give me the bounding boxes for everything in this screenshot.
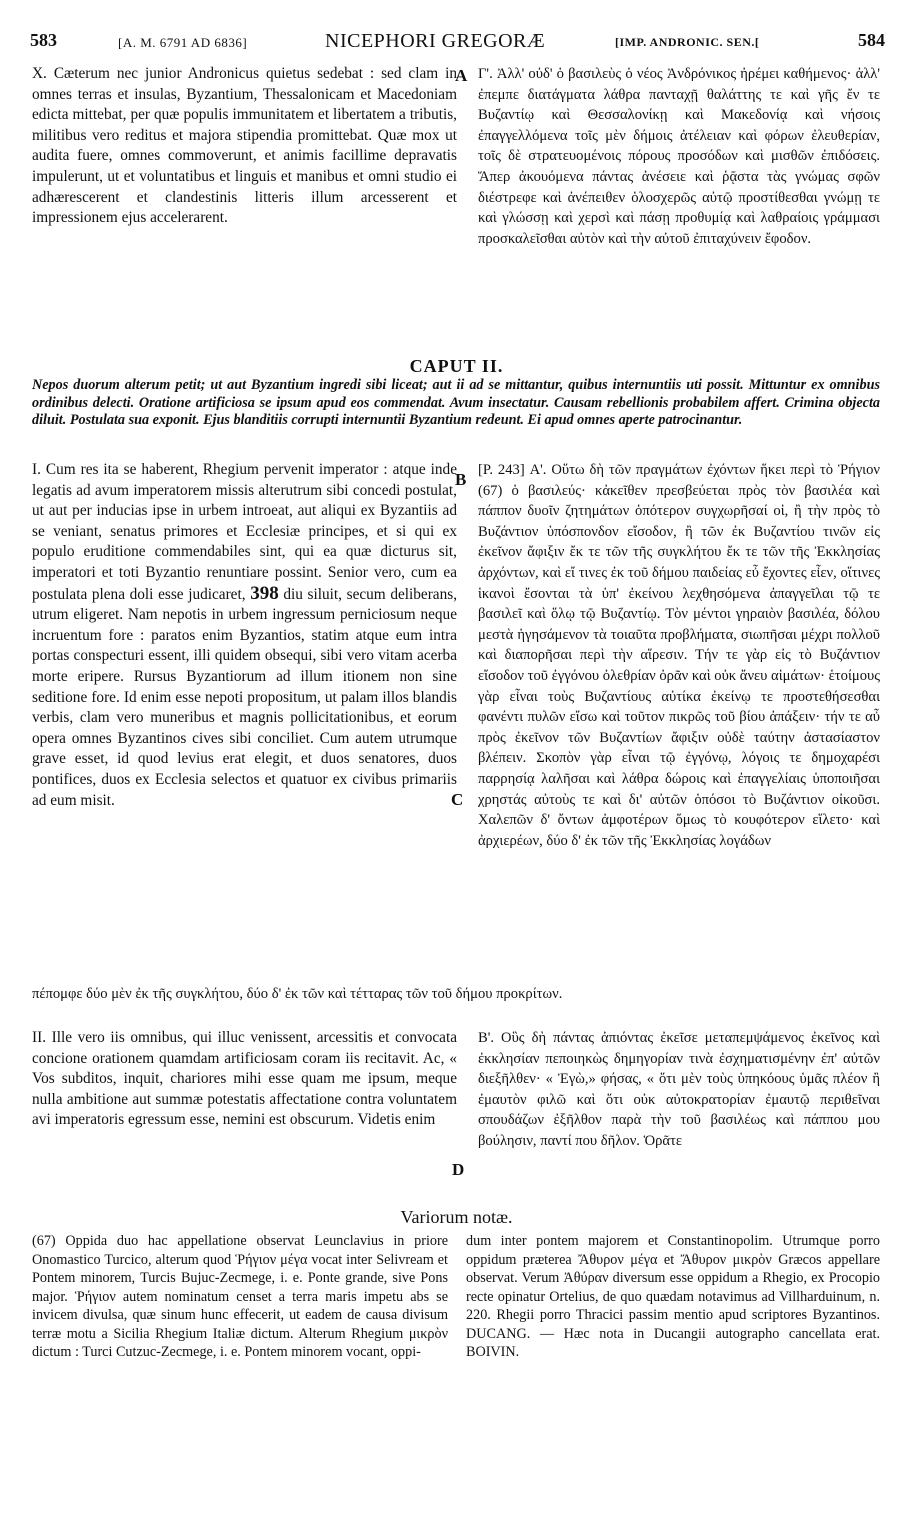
running-header <box>30 30 885 60</box>
chapter-summary: Nepos duorum alterum petit; ut aut Byzantium ingredi sibi liceat; aut ii ad se mittantur, quibus internuntiis uti possit. Mittuntur ex omnibus ordinibus delecti. Oratione artificiosa se ipsum apud eos commendat. Avum insectatur. Causam rebellionis probabilem affert. Crimina objecta diluit. Postulata sua exponit. Ejus blanditiis corrupti internuntii Byzantium redeunt. Ei apud omnes aperte patrocinantur. <box>32 377 880 428</box>
left-year-range: [A. M. 6791 AD 6836] <box>118 35 248 50</box>
greek-continuation <box>32 984 880 1004</box>
margin-letter-a: A <box>455 66 468 85</box>
latin-text-part-b: diu siluit, secum deliberans, utrum eligeret. Nam nepotis in urbem ingressum perniciosum neque incruentum fore : paratos enim Byzantios, statim atque eum intra portas conspecturi essent, illi quidem obsequi, sibi vero vitam acerba morte eripere. Rursus Byzantiorum ad illum itionem non sine seditione fore. Id enim esse nepoti propositum, ut palam illos blandis verbis, clam vero muneribus et magnis pollicitationibus, et eorum opera omnes Byzantinos cives sibi conciliet. Cum autem utrumque grave esset, id quod levius erat elegit, et duos senatores, duos pontifices, duos ex Ecclesia selectos et quatuor ex civibus primariis ad eum misit. <box>32 585 458 809</box>
section-1-greek <box>478 460 880 851</box>
latin-paragraph <box>32 460 457 811</box>
left-page-number: 583 <box>30 30 57 50</box>
section-2-latin <box>32 1028 457 1131</box>
section-x-greek <box>478 64 880 249</box>
margin-letter-b: B <box>455 470 467 489</box>
latin-text-part-a: I. Cum res ita se haberent, Rhegium pervenit imperator : atque inde legatis ad avum imperatorem missis alterutrum sibi concedi postulat, ut aut per inducias ipse in urbem introeat, aut aliqui ex Byzantiis ad se veniant, senatus primores et Ecclesiæ principes, et si qui ex populo eruditione commendabiles sint, qui ea quæ dicturus sit, imperatori et toti Byzantio renuntiare possint. Senior vero, cum ea postulata plena doli esse judicaret, <box>32 461 457 603</box>
greek-paragraph: [P. 243] Α'. Οὕτω δὴ τῶν πραγμάτων ἐχόντων ἥκει περὶ τὸ Ῥήγιον (67) ὁ βασιλεύς· κἀκεῖθεν πρεσβεύεται πρὸς τὸν βασιλέα καὶ πάππον δυοῖν ζητημάτων ὁπότερον συγχωρῆσαί οἱ, ἢ τὴν πρὸς τὸ Βυζάντιον ὑπόσπονδον εἴσοδον, ἢ τῶν ἐκ Βυζαντίου τινῶν εἰς ἐκεῖνον ἄφιξιν ἔκ τε τῶν τῆς συγκλήτου ἔκ τε τῶν τῆς Ἐκκλησίας ἀρχόντων, καὶ εἴ τινες ἐκ τοῦ δήμου παιδείας εὖ ἔχοντες εἶεν, οἵτινες ἱκανοὶ ἔσονται τὰ ὑπ' ἐκείνου λεχθησόμενα ἀπαγγεῖλαι τῷ τε βασιλεῖ καὶ ὅλῳ τῷ Βυζαντίῳ. Τὸν μέντοι γηραιὸν βασιλέα, δόλου μεστὰ ἡγησάμενον τὰ τοιαῦτα προβλήματα, σιωπῆσαι μέχρι πολλοῦ καὶ διαπορῆσαι περὶ τὴν αἵρεσιν. Τήν τε γὰρ εἰς τὸ Βυζάντιον εἴσοδον τοῦ ἐγγόνου ὀλεθρίαν ὀρᾶν καὶ οὐκ ἄνευ αἱμάτων· ἑτοίμους γὰρ εἶναι τοὺς Βυζαντίους αὐτίκα ἐκείνῳ τε προστεθήσεσθαι φανέντι πυλῶν εἴσω καὶ τοῦτον πικρῶς τοῦ βίου ἀπάξειν· τήν τε αὖ πρὸς ἐκεῖνον τῶν Βυζαντίων ἄφιξιν οὐδὲ ταύτην ἀστασίαστον βλέπειν. Σκοπὸν γὰρ εἶναι τῷ ἐγγόνῳ, λόγοις τε δημοχαρέσι παρρησίᾳ λαλῆσαι καὶ λάθρα δώροις καὶ ἐπαγγελίαις ὑποποιῆσαι χρηστάς αὐτοὺς τε καὶ δι' αὐτῶν ὁπόσοι τὸ Βυζάντιον οἰκοῦσι. Χαλεπῶν δ' ὄντων ἀμφοτέρων ὅμως τὸ κουφότερον εἵλετο· καὶ ἀρχιερέων, δύο δ' ἐκ τῶν τῆς Ἐκκλησίας λογάδων <box>478 462 881 849</box>
greek-paragraph: Γ'. Ἀλλ' οὐδ' ὁ βασιλεὺς ὁ νέος Ἀνδρόνικος ἠρέμει καθήμενος· ἀλλ' ἐπεμπε διατάγματα λάθρα πανταχῇ θαλάττης τε καὶ γῆς ἔν τε Βυζαντίῳ καὶ Θεσσαλονίκῃ καὶ Μακεδονίᾳ καὶ νήσοις ἐπαγγελλόμενα τοῖς μὲν δήμοις ἀτέλειαν καὶ φόρων ἐλευθερίαν, τοῖς δὲ στρατευομένοις πόρους προσόδων καὶ μισθῶν ἐπιδόσεις. Ἅπερ ἀκουόμενα πάντας ἀνέσειε καὶ ῥᾷστα τὰς γνώμας σφῶν διέστρεφε καὶ ἀνέπειθεν ὁλοσχερῶς αὐτῷ προστίθεσθαι γνώμῃ τε καὶ γλώσσῃ καὶ χερσὶ καὶ πάσῃ προθυμίᾳ καὶ λαθραίοις γράμμασι προσκαλεῖσθαι αὐτὸν καὶ τὴν αὐτοῦ ἐπιταχύνειν ἔφοδον. <box>478 66 880 247</box>
running-title: NICEPHORI GREGORÆ <box>325 30 546 52</box>
notes-left-column <box>32 1232 448 1362</box>
note-67-text: (67) Oppida duo hac appellatione observat Leunclavius in priore Onomastico Turcico, alterum quod Ῥήγιον μέγα vocat inter Selivream et Pontem minorem, Turcis Bujuc-Zecmege, i. e. Ponte grande, sive Pons major. Ῥήγιον autem nominatum censet a terra maris impetu abs se invicem divulsa, quæ sinum hunc effecerit, ut eadem de causa divisum terræ motu a Sicilia Rhegium Italiæ dictum. Alterum Rhegium μικρὸν dictum : Turci Cutzuc-Zecmege, i. e. Pontem minorem vocant, oppi- <box>32 1233 448 1360</box>
latin-paragraph: X. Cæterum nec junior Andronicus quietus sedebat : sed clam in omnes terras et insulas, Byzantium, Thessalonicam et Macedoniam edicta mittebat, per quæ populis immunitatem et libertatem a tributis, militibus vero reditus et majora stipendia promittebat. Quæ mox ut audita fuere, omnes commoverunt, et animis facillime depravatis impulerunt, ut et voluntatibus et linguis et manibus et omni studio ei adhærescerent et clandestinis litteris illum arcesserent et impressionem ejus accelerarent. <box>32 65 457 227</box>
note-67-continuation: dum inter pontem majorem et Constantinopolim. Utrumque porro oppidum præterea Ἄθυρον μέγα et Ἄθυρον μικρὸν Græcos appellare observat. Verum Ἀθύραν diversum esse oppidum a Rhegio, ex Procopio recte opinatur Ortelius, de quo quædam notavimus ad Villharduinum, n. 220. Rhegii porro Thracici passim mentio apud scriptores Byzantinos. DUCANG. — Hæc nota in Ducangii autographo cancellata erat. BOIVIN. <box>466 1233 880 1360</box>
chapter-title: CAPUT II. <box>409 356 504 376</box>
edition-page-mark: 398 <box>250 582 279 604</box>
section-x-latin <box>32 64 457 229</box>
section-1-latin <box>32 460 457 811</box>
right-emperor-range: [IMP. ANDRONIC. SEN.[ <box>615 35 760 49</box>
margin-letter-c: C <box>451 790 464 809</box>
latin-paragraph: II. Ille vero iis omnibus, qui illuc venissent, arcessitis et convocata concione orationem quamdam artificiosam coram iis recitavit. Ac, « Vos subditos, inquit, chariores mihi esse quam me ipsum, meque nulla ambitione aut summæ potestatis affectatione contra voluntatem avi imperatoris egressum esse, nemini est obscurum. Videtis enim <box>32 1029 457 1129</box>
section-2-greek <box>478 1028 880 1152</box>
margin-letter-d: D <box>452 1160 465 1179</box>
right-page-number: 584 <box>858 30 885 50</box>
notes-heading: Variorum notæ. <box>400 1207 513 1227</box>
greek-paragraph: Β'. Οὓς δὴ πάντας ἀπιόντας ἐκεῖσε μεταπεμψάμενος ἐκεῖνος καὶ ἐκκλησίαν πεποιηκὼς δημηγορίαν τινὰ ἐσχηματισμένην ἐπ' αὐτῶν διεξῆλθεν· « Ἐγὼ,» φήσας, « ὅτι μὲν τοὺς ὑπηκόους ὑμᾶς πλέον ἢ ἐμαυτὸν φιλῶ καὶ ὅτι οὐκ αὐτοκρατορίαν ἐμαυτῷ περιθεῖναι σπουδάζων ἐξῆλθον παρὰ τὴν τοῦ βασιλέως καὶ πάππου μου βούλησιν, παντί που δῆλον. Ὁρᾶτε <box>478 1030 880 1149</box>
notes-right-column <box>466 1232 880 1362</box>
greek-tail-line: πέπομφε δύο μὲν ἐκ τῆς συγκλήτου, δύο δ' ἐκ τῶν καὶ τέτταρας τῶν τοῦ δήμου προκρίτων. <box>32 986 563 1002</box>
